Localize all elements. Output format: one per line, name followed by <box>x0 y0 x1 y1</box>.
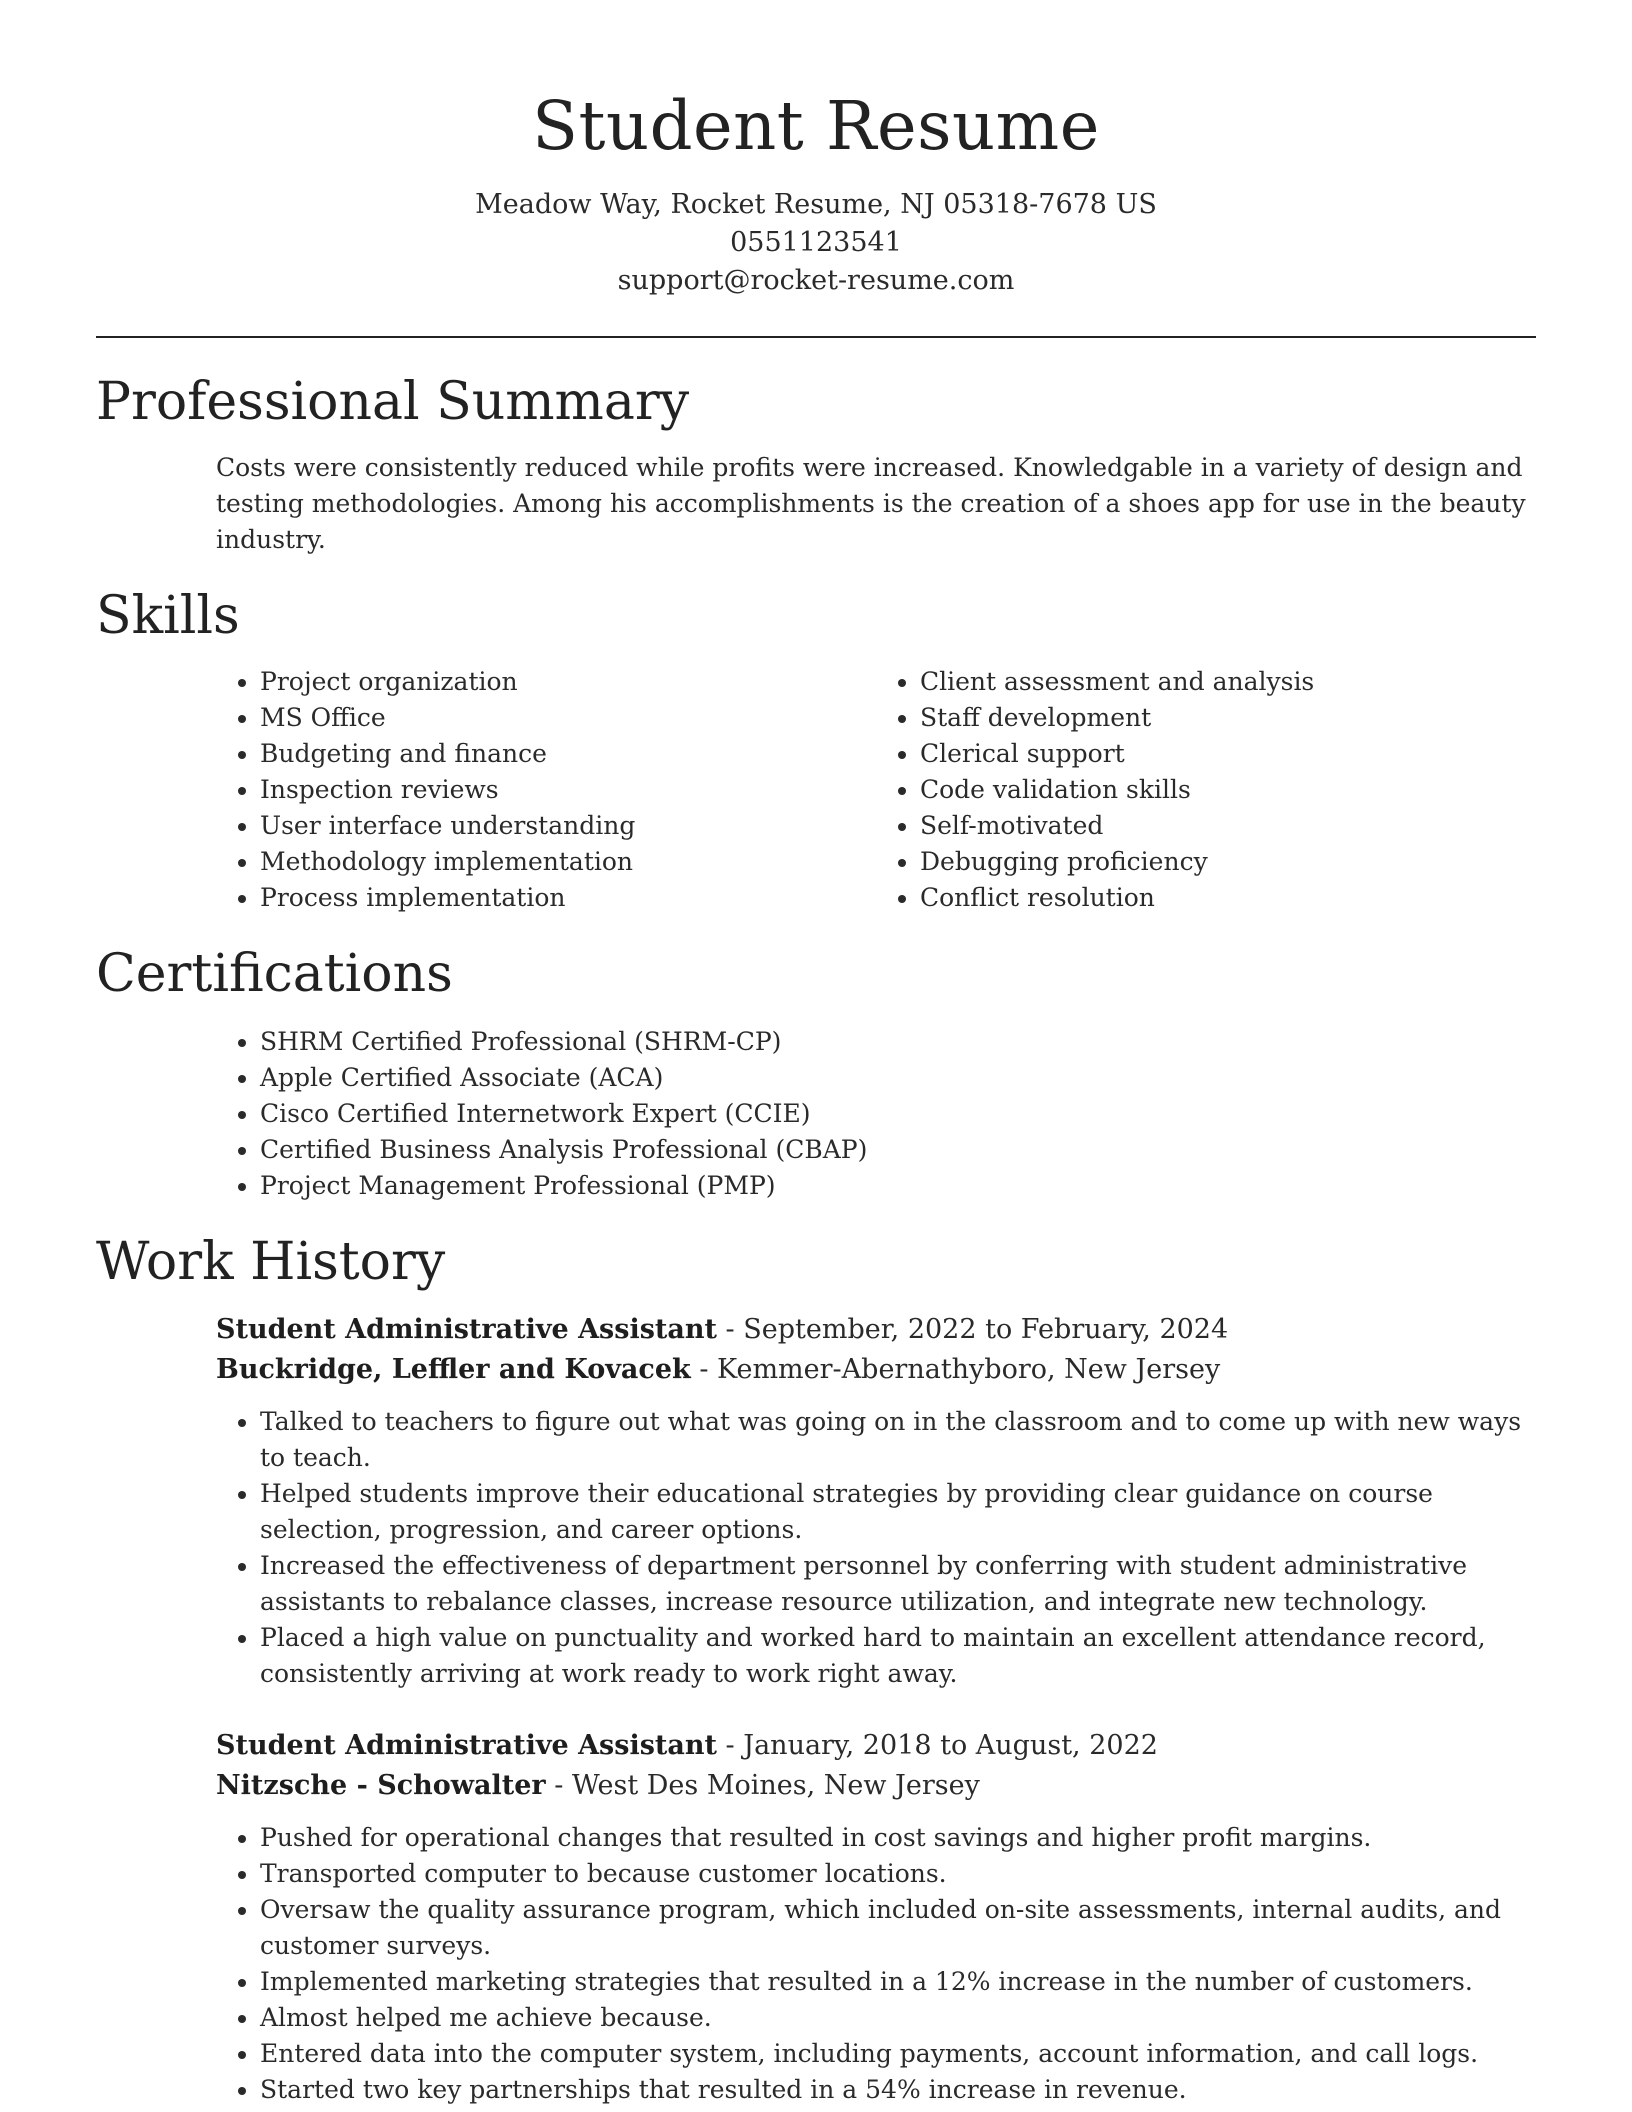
job-location: - Kemmer-Abernathyboro, New Jersey <box>690 1354 1221 1385</box>
job-duties-list <box>216 1404 1536 1692</box>
certification-item: • Cisco Certified Internetwork Expert (CCIE) <box>260 1096 1536 1132</box>
contact-address: Meadow Way, Rocket Resume, NJ 05318-7678 US <box>475 189 1157 220</box>
skills-grid <box>216 664 1536 916</box>
summary-heading: Professional Summary <box>96 372 690 432</box>
certification-item: • Certified Business Analysis Professional (CBAP) <box>260 1132 1536 1168</box>
job-duty: • Implemented marketing strategies that resulted in a 12% increase in the number of customers. <box>260 1964 1536 2000</box>
certifications-list <box>216 1024 1536 1204</box>
job-duties-list <box>216 1820 1536 2108</box>
job-duty: • Transported computer to because customer locations. <box>260 1856 1536 1892</box>
job-role: Student Administrative Assistant <box>216 1730 717 1761</box>
job-company: Buckridge, Leffler and Kovacek <box>216 1354 691 1385</box>
skill-item: • Debugging proficiency <box>920 844 1536 880</box>
skills-list-left <box>216 664 876 916</box>
skill-item: • Process implementation <box>260 880 876 916</box>
job-duty: • Almost helped me achieve because. <box>260 2000 1536 2036</box>
job-title-line <box>216 1310 1536 1350</box>
skill-item: • Self-motivated <box>920 808 1536 844</box>
job-duty: • Pushed for operational changes that resulted in cost savings and higher profit margins. <box>260 1820 1536 1856</box>
job-duty: • Started two key partnerships that resulted in a 54% increase in revenue. <box>260 2072 1536 2108</box>
job-company-line <box>216 1766 1536 1806</box>
skill-item: • Budgeting and finance <box>260 736 876 772</box>
job-company-line <box>216 1350 1536 1390</box>
header-divider <box>96 336 1536 338</box>
certification-item: • Project Management Professional (PMP) <box>260 1168 1536 1204</box>
summary-text: Costs were consistently reduced while profits were increased. Knowledgable in a variety of design and testing methodologies. Among his accomplishments is the creation of a shoes app for use in the beauty industry. <box>216 453 1526 554</box>
job-entry <box>216 1726 1536 2108</box>
job-role: Student Administrative Assistant <box>216 1314 717 1345</box>
skill-item: • Client assessment and analysis <box>920 664 1536 700</box>
certification-item: • Apple Certified Associate (ACA) <box>260 1060 1536 1096</box>
skill-item: • Code validation skills <box>920 772 1536 808</box>
skill-item: • MS Office <box>260 700 876 736</box>
skill-item: • Project organization <box>260 664 876 700</box>
job-duty: • Placed a high value on punctuality and worked hard to maintain an excellent attendance record, consistently arriving at work ready to work right away. <box>260 1620 1536 1692</box>
certification-item: • SHRM Certified Professional (SHRM-CP) <box>260 1024 1536 1060</box>
skills-heading: Skills <box>96 586 240 646</box>
job-duty: • Entered data into the computer system, including payments, account information, and call logs. <box>260 2036 1536 2072</box>
job-dates: - September, 2022 to February, 2024 <box>716 1314 1229 1345</box>
job-dates: - January, 2018 to August, 2022 <box>716 1730 1158 1761</box>
skill-item: • Clerical support <box>920 736 1536 772</box>
contact-email: support@rocket-resume.com <box>617 265 1015 296</box>
job-company: Nitzsche - Schowalter <box>216 1770 546 1801</box>
job-title-line <box>216 1726 1536 1766</box>
work-history-heading: Work History <box>96 1232 446 1292</box>
job-duty: • Increased the effectiveness of department personnel by conferring with student administrative assistants to rebalance classes, increase resource utilization, and integrate new technology. <box>260 1548 1536 1620</box>
skills-section <box>96 586 1536 916</box>
contact-info <box>96 186 1536 300</box>
skills-list-right <box>876 664 1536 916</box>
job-duty: • Talked to teachers to figure out what was going on in the classroom and to come up with new ways to teach. <box>260 1404 1536 1476</box>
resume-header <box>96 0 1536 300</box>
summary-section <box>96 372 1536 558</box>
job-duty: • Helped students improve their educational strategies by providing clear guidance on course selection, progression, and career options. <box>260 1476 1536 1548</box>
job-entry <box>216 1310 1536 1692</box>
certifications-section <box>96 944 1536 1204</box>
certifications-heading: Certifications <box>96 944 453 1004</box>
resume-name: Student Resume <box>532 87 1100 165</box>
skill-item: • Inspection reviews <box>260 772 876 808</box>
skill-item: • Conflict resolution <box>920 880 1536 916</box>
work-history-section <box>96 1232 1536 2108</box>
skill-item: • Methodology implementation <box>260 844 876 880</box>
job-duty: • Oversaw the quality assurance program, which included on-site assessments, internal audits, and customer surveys. <box>260 1892 1536 1964</box>
job-location: - West Des Moines, New Jersey <box>545 1770 980 1801</box>
skill-item: • Staff development <box>920 700 1536 736</box>
contact-phone: 0551123541 <box>730 227 902 258</box>
skill-item: • User interface understanding <box>260 808 876 844</box>
